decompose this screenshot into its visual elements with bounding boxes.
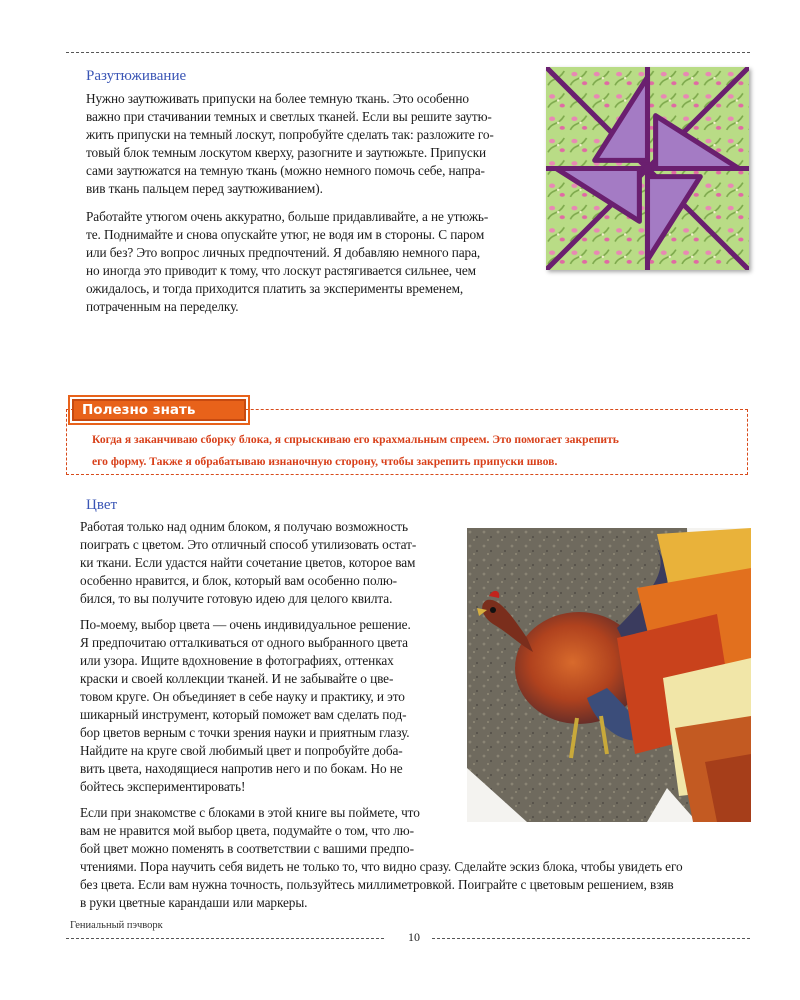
pinwheel-quilt-block-image [546,67,749,270]
pressing-paragraph-1: Нужно заутюживать припуски на более темную ткань. Это особенно важно при стачивании темных и светлых тканей. Если вы решите заутю- жить припуски на темный лоскут, попробуйте сделать так: разложите го- товый блок темным лоскутом кверху, разогните и заутюжьте. Припуски сами заутюжатся на темную ткань (можно немного помочь себе, напра- вив ткань пальцем перед заутюживанием). [86,91,494,196]
pressing-paragraph-2: Работайте утюгом очень аккуратно, больше придавливайте, а не утюжь- те. Поднимайте и снова опускайте утюг, не водя им в стороны. С паром или без? Это вопрос личных предпочтений. Я добавляю немного пара, но иногда это приводит к тому, что лоскут растягивается сильнее, чем ожидалось, и тогда приходится платить за эксперименты временем, потраченным на переделку. [86,209,489,314]
bottom-divider-left [66,938,384,939]
rooster-fabric-photo [467,528,751,822]
section-heading-pressing: Разутюживание [86,68,187,84]
bottom-divider-right [432,938,750,939]
top-divider [66,52,750,53]
color-paragraph-1: Работая только над одним блоком, я получаю возможность поиграть с цветом. Это отличный способ утилизовать остат- ки ткани. Если удастся найти сочетание цветов, которое вам особенно нравится, и блок, который вам особенно полю- бился, то вы получите готовую идею для целого квилта. [80,519,417,606]
color-paragraph-2: По-моему, выбор цвета — очень индивидуальное решение. Я предпочитаю отталкиваться от одного выбранного цвета или узора. Ищите вдохновение в фотографиях, оттенках краски и своей коллекции тканей. И не забывайте о цве- товом круге. Он объединяет в себе науку и практику, и это шикарный инструмент, который поможет вам сделать под- бор цветов верным с точки зрения науки и приятным глазу. Найдите на круге свой любимый цвет и попробуйте доба- вить цвета, находящиеся напротив него и по бокам. Но не бойтесь экспериментировать! [80,617,411,794]
tip-title: Полезно знать [72,399,246,421]
section-heading-color: Цвет [86,497,118,513]
color-paragraph-3: Если при знакомстве с блоками в этой книге вы поймете, что вам не нравится мой выбор цвета, подумайте о том, что лю- бой цвет можно поменять в соответствии с вашими предпо- чтениями. Пора научить себя видеть не только то, что видно сразу. Сделайте эскиз блока, чтобы увидеть его без цвета. Если вам нужна точность, пользуйтесь миллиметровкой. Поиграйте с цветовым решением, взяв в руки цветные карандаши или маркеры. [80,805,683,910]
footer-book-title: Гениальный пэчворк [70,920,163,931]
tip-text: Когда я заканчиваю сборку блока, я спрыскиваю его крахмальным спреем. Это помогает закрепить его форму. Также я обрабатываю изнаночную сторону, чтобы закрепить припуски швов. [92,433,619,468]
page-number: 10 [408,930,420,944]
